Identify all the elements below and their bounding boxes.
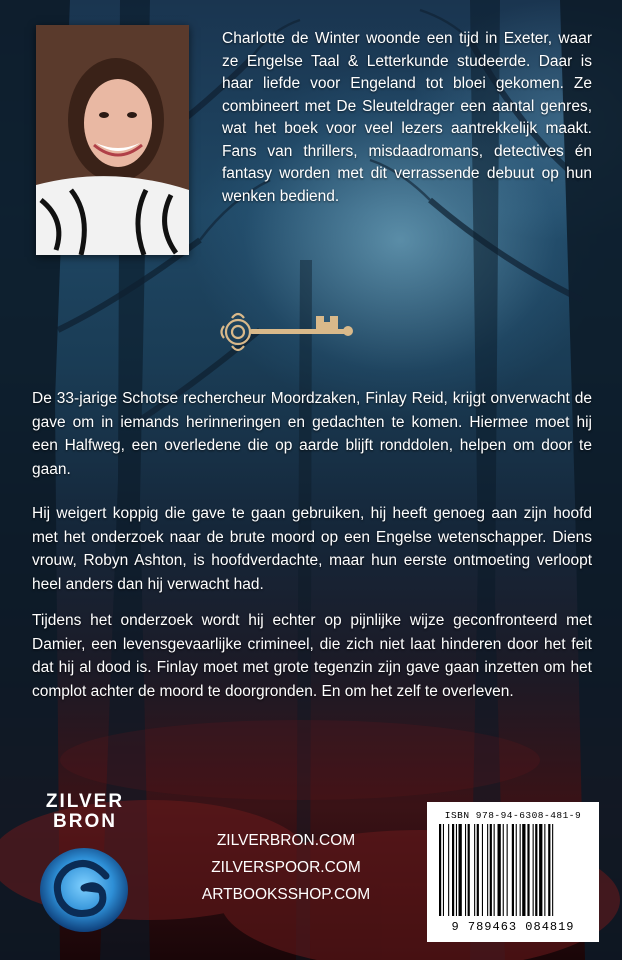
- barcode-bar: [456, 824, 457, 916]
- blurb-paragraph-1: De 33-jarige Schotse rechercheur Moordzaken, Finlay Reid, krijgt onverwacht de gave om in iemands herinneringen en gedachten te komen. Hiermee moet hij een Halfweg, een overledene die op aarde blijft ronddolen, helpen om door te gaan.: [32, 390, 592, 478]
- barcode: [427, 802, 599, 942]
- barcode-bar: [482, 824, 483, 916]
- blurb-paragraph-2: Hij weigert koppig die gave te gaan gebruiken, hij heeft genoeg aan zijn hoofd met het onderzoek naar de brute moord op een Engelse wetenschapper. Diens vrouw, Robyn Ashton, is hoofdverdachte, maar hun eerste ontmoeting verloopt heel anders dan hij verwacht had.: [32, 505, 592, 593]
- key-icon: [220, 306, 356, 358]
- barcode-bar: [443, 824, 444, 916]
- barcode-bar: [498, 824, 501, 916]
- barcode-bar: [535, 824, 537, 916]
- barcode-bar: [439, 824, 441, 916]
- website-link[interactable]: ZILVERSPOOR.COM: [211, 859, 361, 876]
- swirl-logo-icon: [36, 846, 132, 936]
- barcode-bar: [494, 824, 495, 916]
- barcode-bar: [487, 824, 488, 916]
- website-list: [186, 827, 386, 908]
- barcode-bar: [533, 824, 534, 916]
- publisher-name-line-2: BRON: [53, 811, 117, 832]
- barcode-bar: [522, 824, 525, 916]
- barcode-bar: [477, 824, 479, 916]
- ean-number: 9 789463 084819: [451, 920, 575, 934]
- author-photo: [36, 25, 189, 255]
- barcode-bar: [452, 824, 454, 916]
- barcode-bar: [465, 824, 466, 916]
- barcode-bar: [520, 824, 521, 916]
- barcode-bar: [512, 824, 514, 916]
- barcode-bar: [490, 824, 492, 916]
- author-bio: Charlotte de Winter woonde een tijd in Exeter, waar ze Engelse Taal & Letterkunde studeerde. Daar is haar liefde voor Engeland tot bloei gekomen. Ze combineert met De Sleuteldrager een aantal genres, wat het boek voor veel lezers aantrekkelijk maakt. Fans van thrillers, misdaadromans, detectives én fantasy worden met dit verrassende debuut op hun wenken bediend.: [222, 30, 592, 205]
- barcode-bar: [507, 824, 508, 916]
- barcode-bar: [503, 824, 504, 916]
- barcode-bars: [435, 824, 591, 920]
- barcode-bar: [516, 824, 517, 916]
- barcode-bar: [468, 824, 470, 916]
- barcode-bar: [548, 824, 550, 916]
- barcode-bar: [539, 824, 542, 916]
- publisher-name: [30, 792, 140, 832]
- barcode-bar: [474, 824, 475, 916]
- barcode-bar: [459, 824, 462, 916]
- barcode-bar: [448, 824, 449, 916]
- website-link[interactable]: ARTBOOKSSHOP.COM: [201, 886, 371, 903]
- isbn-label: ISBN 978-94-6308-481-9: [444, 810, 582, 821]
- blurb-paragraph-3: Tijdens het onderzoek wordt hij echter op pijnlijke wijze geconfronteerd met Damier, een levensgevaarlijke crimineel, die zich niet laat hinderen door het feit dat hij al dood is. Finlay moet met grote tegenzin zijn gave gaan inzetten om het complot achter de moord te doorgronden. En om het zelf te overleven.: [32, 612, 592, 700]
- website-link[interactable]: ZILVERBRON.COM: [216, 832, 356, 849]
- barcode-bar: [544, 824, 545, 916]
- barcode-bar: [527, 824, 529, 916]
- publisher-name-line-1: ZILVER: [45, 791, 125, 812]
- barcode-bar: [552, 824, 553, 916]
